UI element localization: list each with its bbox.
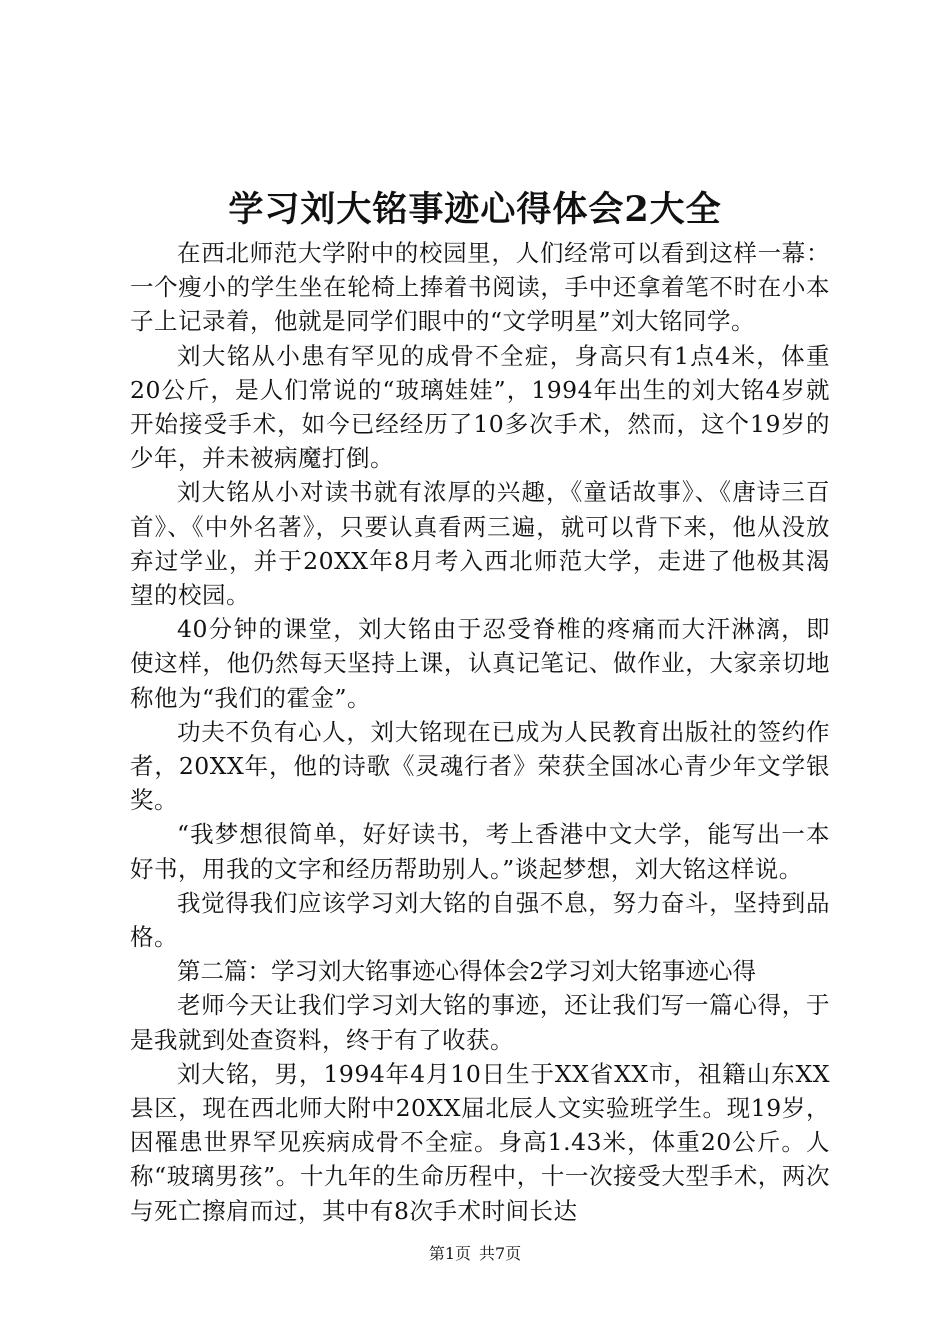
document-title: 学习刘大铭事迹心得体会2大全 (228, 189, 722, 230)
page-total: 共7页 (479, 1244, 522, 1263)
paragraph: 在西北师范大学附中的校园里，人们经常可以看到这样一幕：一个瘦小的学生坐在轮椅上捧着书阅读，手中还拿着笔不时在小本子上记录着，他就是同学们眼中的“文学明星”刘大铭同学。 (130, 239, 830, 336)
section-heading: 第二篇：学习刘大铭事迹心得体会2学习刘大铭事迹心得 (177, 957, 756, 986)
paragraph: 我觉得我们应该学习刘大铭的自强不息，努力奋斗，坚持到品格。 (130, 888, 830, 952)
page-footer (0, 1242, 950, 1266)
paragraph: 刘大铭从小对读书就有浓厚的兴趣，《童话故事》、《唐诗三百首》、《中外名著》，只要认真看两三遍，就可以背下来，他从没放弃过学业，并于20XX年8月考入西北师范大学，走进了他极其渴望的校园。 (130, 478, 830, 610)
paragraph: 刘大铭从小患有罕见的成骨不全症，身高只有1点4米，体重20公斤，是人们常说的“玻璃娃娃”，1994年出生的刘大铭4岁就开始接受手术，如今已经经历了10多次手术，然而，这个19岁的少年，并未被病魔打倒。 (130, 341, 830, 473)
paragraph: “我梦想很简单，好好读书，考上香港中文大学，能写出一本好书，用我的文字和经历帮助别人。”谈起梦想，刘大铭这样说。 (130, 820, 830, 883)
paragraph: 刘大铭，男，1994年4月10日生于XX省XX市，祖籍山东XX县区，现在西北师大附中20XX届北辰人文实验班学生。现19岁，因罹患世界罕见疾病成骨不全症。身高1.43米，体重20公斤。人称“玻璃男孩”。十九年的生命历程中，十一次接受大型手术，两次与死亡擦肩而过，其中有8次手术时间长达 (130, 1059, 830, 1225)
document-body (130, 236, 830, 1228)
paragraph: 40分钟的课堂，刘大铭由于忍受脊椎的疼痛而大汗淋漓，即使这样，他仍然每天坚持上课，认真记笔记、做作业，大家亲切地称他为“我们的霍金”。 (130, 615, 830, 712)
paragraph: 功夫不负有心人，刘大铭现在已成为人民教育出版社的签约作者，20XX年，他的诗歌《灵魂行者》荣获全国冰心青少年文学银奖。 (130, 717, 830, 815)
paragraph: 老师今天让我们学习刘大铭的事迹，还让我们写一篇心得，于是我就到处查资料，终于有了收获。 (130, 991, 830, 1054)
page-number: 第1页 (428, 1244, 471, 1263)
